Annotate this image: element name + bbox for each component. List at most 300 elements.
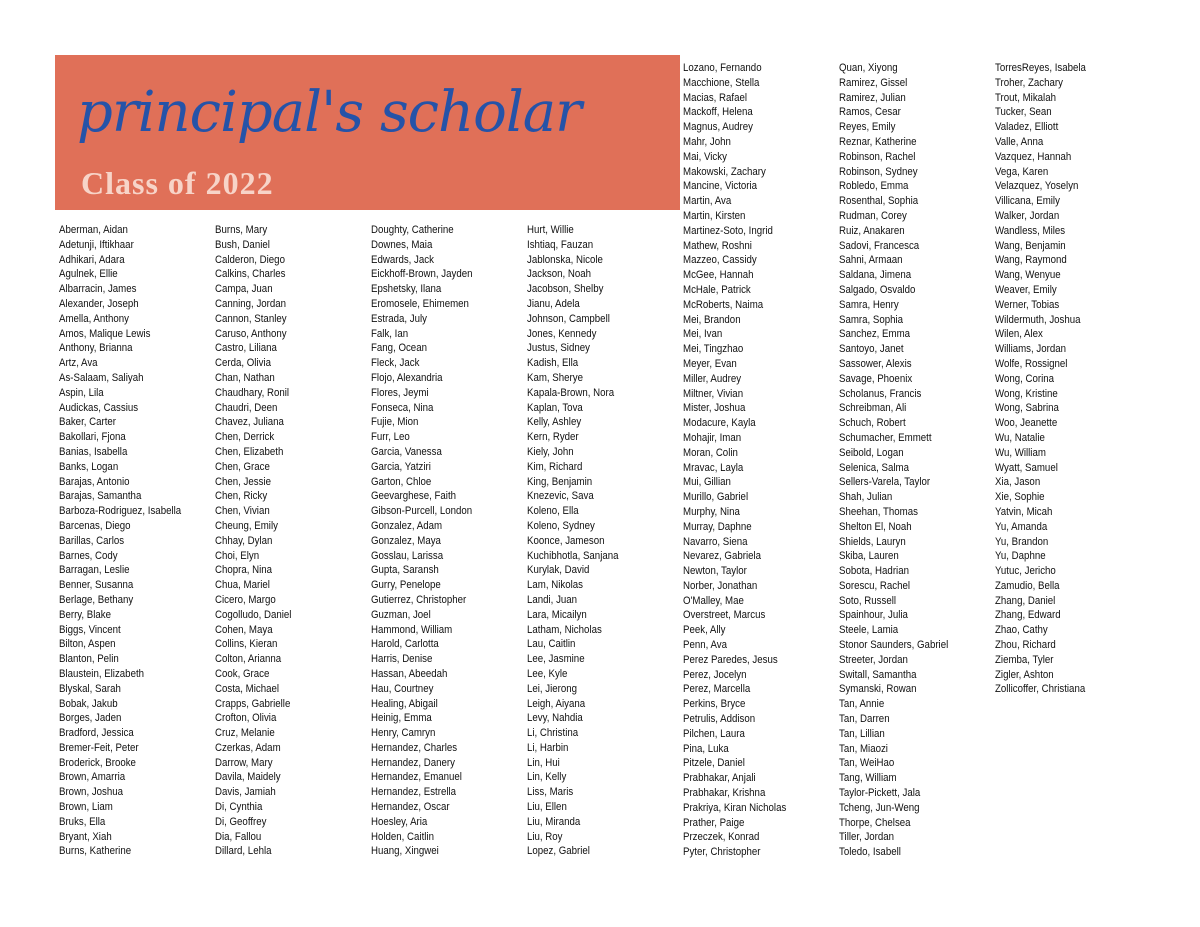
student-name: Modacure, Kayla [683, 417, 756, 430]
student-name: Lau, Caitlin [527, 638, 576, 651]
student-name: Sheehan, Thomas [839, 505, 918, 518]
student-name: Tan, Darren [839, 713, 890, 726]
name-column-2 [215, 223, 302, 859]
student-name: Wang, Raymond [995, 254, 1067, 267]
student-name: Kern, Ryder [527, 431, 579, 444]
student-name: Lin, Kelly [527, 771, 567, 784]
student-name: Miltner, Vivian [683, 387, 744, 400]
student-name: Mai, Vicky [683, 150, 727, 163]
student-name: Sobota, Hadrian [839, 565, 909, 578]
student-name: Wong, Sabrina [995, 402, 1059, 415]
student-name: Chen, Derrick [215, 431, 275, 444]
student-name: Hau, Courtney [371, 682, 434, 695]
student-name: Tcheng, Jun-Weng [839, 801, 920, 814]
student-name: Barajas, Antonio [59, 475, 130, 488]
student-name: Barcenas, Diego [59, 519, 131, 532]
student-name: Bilton, Aspen [59, 638, 116, 651]
title-banner [55, 55, 680, 210]
student-name: Yutuc, Jericho [995, 565, 1056, 578]
student-name: Fleck, Jack [371, 357, 420, 370]
student-name: Bakollari, Fjona [59, 431, 126, 444]
student-name: Liu, Miranda [527, 815, 581, 828]
student-name: Bruks, Ella [59, 815, 106, 828]
student-name: Kiely, John [527, 445, 574, 458]
student-name: Ramos, Cesar [839, 106, 901, 119]
student-name: Miller, Audrey [683, 372, 742, 385]
student-name: Cogolludo, Daniel [215, 608, 292, 621]
student-name: Gurry, Penelope [371, 579, 441, 592]
student-name: Latham, Nicholas [527, 623, 602, 636]
student-name: Costa, Michael [215, 682, 280, 695]
student-name: Chua, Mariel [215, 579, 270, 592]
student-name: Liu, Roy [527, 830, 563, 843]
student-name: Mohajir, Iman [683, 431, 742, 444]
student-name: Perkins, Bryce [683, 698, 746, 711]
student-name: Pyter, Christopher [683, 846, 761, 859]
student-name: Wu, Natalie [995, 431, 1045, 444]
student-name: Selenica, Salma [839, 461, 909, 474]
student-name: Alexander, Joseph [59, 297, 139, 310]
student-name: Gutierrez, Christopher [371, 593, 467, 606]
student-name: Ramirez, Gissel [839, 76, 908, 89]
student-name: Sadovi, Francesca [839, 239, 920, 252]
student-name: Soto, Russell [839, 594, 897, 607]
student-name: Rudman, Corey [839, 209, 907, 222]
student-name: Spainhour, Julia [839, 609, 908, 622]
student-name: Guzman, Joel [371, 608, 431, 621]
student-name: Kuchibhotla, Sanjana [527, 549, 619, 562]
student-name: Wilen, Alex [995, 328, 1043, 341]
student-name: Aberman, Aidan [59, 224, 128, 236]
student-name: Hurt, Willie [527, 224, 574, 236]
student-name: Kaplan, Tova [527, 401, 583, 414]
student-name: Garcia, Vanessa [371, 445, 442, 458]
student-name: Perez, Marcella [683, 683, 751, 696]
student-name: Knezevic, Sava [527, 490, 594, 503]
name-column-4 [527, 223, 631, 859]
student-name: Chhay, Dylan [215, 534, 273, 547]
student-name: Seibold, Logan [839, 446, 904, 459]
student-name: Petrulis, Addison [683, 713, 756, 726]
student-name: Leigh, Aiyana [527, 697, 586, 710]
student-name: Di, Cynthia [215, 801, 263, 814]
student-name: Wyatt, Samuel [995, 461, 1058, 474]
student-name: Czerkas, Adam [215, 741, 281, 754]
student-name: Chen, Jessie [215, 475, 271, 488]
student-name: Johnson, Campbell [527, 312, 610, 325]
student-name: Lara, Micailyn [527, 608, 587, 621]
student-name: Cheung, Emily [215, 519, 278, 532]
student-name: Scholanus, Francis [839, 387, 922, 400]
student-name: Blyskal, Sarah [59, 682, 121, 695]
student-name: Wang, Benjamin [995, 239, 1066, 252]
student-name: Epshetsky, Ilana [371, 283, 442, 296]
student-name: Chen, Vivian [215, 505, 270, 518]
student-name: Davis, Jamiah [215, 786, 276, 799]
student-name: Burns, Katherine [59, 845, 132, 858]
student-name: Jianu, Adela [527, 297, 580, 310]
student-name: Reznar, Katherine [839, 135, 917, 148]
student-name: Tiller, Jordan [839, 831, 895, 844]
student-name: Audickas, Cassius [59, 401, 139, 414]
student-name: Caruso, Anthony [215, 327, 287, 340]
student-name: Flojo, Alexandria [371, 371, 443, 384]
student-name: Cruz, Melanie [215, 727, 275, 740]
student-name: Santoyo, Janet [839, 343, 904, 356]
student-name: Collins, Kieran [215, 638, 278, 651]
student-name: Adhikari, Adara [59, 253, 125, 266]
student-name: Zigler, Ashton [995, 668, 1054, 681]
student-name: Wong, Corina [995, 372, 1055, 385]
student-name: Walker, Jordan [995, 209, 1060, 222]
student-name: Lee, Jasmine [527, 653, 585, 666]
student-name: Harold, Carlotta [371, 638, 439, 651]
student-name: Yu, Brandon [995, 535, 1049, 548]
student-name: Adetunji, Iftikhaar [59, 238, 134, 251]
student-name: Calderon, Diego [215, 253, 285, 266]
student-name: Bobak, Jakub [59, 697, 118, 710]
student-name: Macias, Rafael [683, 91, 748, 104]
student-name: Ruiz, Anakaren [839, 224, 905, 237]
student-name: Crapps, Gabrielle [215, 697, 291, 710]
student-name: Brown, Joshua [59, 786, 124, 799]
student-name: Salgado, Osvaldo [839, 283, 916, 296]
student-name: Martin, Ava [683, 195, 732, 208]
student-name: Di, Geoffrey [215, 815, 267, 828]
student-name: Overstreet, Marcus [683, 609, 766, 622]
student-name: Eromosele, Ehimemen [371, 297, 469, 310]
student-name: Troher, Zachary [995, 76, 1063, 89]
student-name: Yatvin, Micah [995, 505, 1053, 518]
student-name: Symanski, Rowan [839, 683, 917, 696]
student-name: Wu, William [995, 446, 1046, 459]
student-name: Hassan, Abeedah [371, 667, 448, 680]
student-name: Shelton El, Noah [839, 520, 912, 533]
student-name: McHale, Patrick [683, 283, 751, 296]
student-name: Cannon, Stanley [215, 312, 287, 325]
student-name: Justus, Sidney [527, 342, 590, 355]
student-name: Gibson-Purcell, London [371, 505, 473, 518]
student-name: TorresReyes, Isabela [995, 62, 1086, 74]
student-name: Zhang, Daniel [995, 594, 1056, 607]
student-name: Norber, Jonathan [683, 579, 758, 592]
student-name: Jones, Kennedy [527, 327, 597, 340]
student-name: Zhang, Edward [995, 609, 1061, 622]
student-name: Cerda, Olivia [215, 357, 271, 370]
student-name: Tang, William [839, 772, 897, 785]
student-name: Kadish, Ella [527, 357, 579, 370]
student-name: Huang, Xingwei [371, 845, 439, 858]
student-name: Schumacher, Emmett [839, 431, 932, 444]
student-name: Li, Harbin [527, 741, 569, 754]
student-name: Valle, Anna [995, 135, 1044, 148]
student-name: Fonseca, Nina [371, 401, 434, 414]
student-name: Estrada, July [371, 312, 427, 325]
student-name: Penn, Ava [683, 639, 727, 652]
student-name: Fang, Ocean [371, 342, 427, 355]
student-name: Vazquez, Hannah [995, 150, 1072, 163]
student-name: Bush, Daniel [215, 238, 270, 251]
student-name: Liu, Ellen [527, 801, 567, 814]
student-name: Biggs, Vincent [59, 623, 121, 636]
student-name: Ishtiaq, Fauzan [527, 238, 594, 251]
student-name: Furr, Leo [371, 431, 410, 444]
student-name: Tan, WeiHao [839, 757, 895, 770]
student-name: Heinig, Emma [371, 712, 432, 725]
student-name: Tan, Lillian [839, 727, 885, 740]
student-name: Samra, Henry [839, 298, 899, 311]
student-name: Gosslau, Larissa [371, 549, 444, 562]
student-name: Kam, Sherye [527, 371, 583, 384]
student-name: Kurylak, David [527, 564, 590, 577]
student-name: Bradford, Jessica [59, 727, 134, 740]
student-name: Barajas, Samantha [59, 490, 142, 503]
student-name: Darrow, Mary [215, 756, 273, 769]
student-name: Robinson, Rachel [839, 150, 916, 163]
student-name: Stonor Saunders, Gabriel [839, 639, 949, 652]
student-name: Geevarghese, Faith [371, 490, 457, 503]
student-name: Martin, Kirsten [683, 209, 746, 222]
student-name: Lee, Kyle [527, 667, 568, 680]
student-name: Harris, Denise [371, 653, 433, 666]
student-name: Anthony, Brianna [59, 342, 133, 355]
student-name: Sellers-Varela, Taylor [839, 476, 931, 489]
student-name: Garton, Chloe [371, 475, 432, 488]
student-name: Barragan, Leslie [59, 564, 130, 577]
student-name: Navarro, Siena [683, 535, 748, 548]
student-name: Chaudhary, Ronil [215, 386, 290, 399]
student-name: Pitzele, Daniel [683, 757, 745, 770]
student-name: Flores, Jeymi [371, 386, 429, 399]
student-name: Quan, Xiyong [839, 62, 898, 74]
student-name: McRoberts, Naima [683, 298, 764, 311]
student-name: Savage, Phoenix [839, 372, 913, 385]
student-name: Barboza-Rodriguez, Isabella [59, 505, 182, 518]
student-name: Pina, Luka [683, 742, 729, 755]
student-name: Robinson, Sydney [839, 165, 918, 178]
student-name: Prabhakar, Krishna [683, 787, 766, 800]
student-name: Li, Christina [527, 727, 579, 740]
student-name: Makowski, Zachary [683, 165, 766, 178]
student-name: Sorescu, Rachel [839, 579, 911, 592]
student-name: Kim, Richard [527, 460, 583, 473]
student-name: Prather, Paige [683, 816, 745, 829]
student-name: Sassower, Alexis [839, 357, 912, 370]
student-name: Hernandez, Danery [371, 756, 455, 769]
student-name: Blaustein, Elizabeth [59, 667, 145, 680]
student-name: Meyer, Evan [683, 357, 737, 370]
student-name: Murillo, Gabriel [683, 491, 749, 504]
student-name: Hernandez, Oscar [371, 801, 450, 814]
student-name: Werner, Tobias [995, 298, 1060, 311]
student-name: Jacobson, Shelby [527, 283, 604, 296]
student-name: Jablonska, Nicole [527, 253, 603, 266]
student-name: Baker, Carter [59, 416, 117, 429]
student-name: Jackson, Noah [527, 268, 592, 281]
student-name: Chen, Ricky [215, 490, 268, 503]
student-name: Wolfe, Rossignel [995, 357, 1068, 370]
student-name: Mancine, Victoria [683, 180, 758, 193]
student-name: Edwards, Jack [371, 253, 434, 266]
student-name: Fujie, Mion [371, 416, 419, 429]
student-name: Tucker, Sean [995, 106, 1052, 119]
student-name: Wildermuth, Joshua [995, 313, 1081, 326]
student-name: Mei, Tingzhao [683, 343, 744, 356]
student-name: Eickhoff-Brown, Jayden [371, 268, 473, 281]
student-name: Wong, Kristine [995, 387, 1058, 400]
student-name: Barillas, Carlos [59, 534, 125, 547]
student-name: Holden, Caitlin [371, 830, 434, 843]
student-name: Prakriya, Kiran Nicholas [683, 801, 787, 814]
student-name: O'Malley, Mae [683, 594, 744, 607]
student-name: Williams, Jordan [995, 343, 1067, 356]
student-name: Cicero, Margo [215, 593, 276, 606]
student-name: Burns, Mary [215, 224, 268, 236]
student-name: McGee, Hannah [683, 269, 754, 282]
student-name: Mui, Gillian [683, 476, 731, 489]
student-name: Broderick, Brooke [59, 756, 136, 769]
student-name: Streeter, Jordan [839, 653, 908, 666]
student-name: Woo, Jeanette [995, 417, 1058, 430]
student-name: Kapala-Brown, Nora [527, 386, 615, 399]
student-name: Lin, Hui [527, 756, 560, 769]
student-name: Murray, Daphne [683, 520, 752, 533]
student-name: Koleno, Ella [527, 505, 579, 518]
student-name: Mravac, Layla [683, 461, 744, 474]
student-name: Colton, Arianna [215, 653, 282, 666]
student-name: Chan, Nathan [215, 371, 275, 384]
name-column-7 [995, 61, 1098, 697]
student-name: Trout, Mikalah [995, 91, 1056, 104]
student-name: Yu, Amanda [995, 520, 1048, 533]
student-name: Saldana, Jimena [839, 269, 912, 282]
student-name: Koonce, Jameson [527, 534, 605, 547]
student-name: Downes, Maia [371, 238, 433, 251]
student-name: Choi, Elyn [215, 549, 260, 562]
student-name: Mazzeo, Cassidy [683, 254, 757, 267]
student-name: Blanton, Pelin [59, 653, 119, 666]
student-name: Berlage, Bethany [59, 593, 134, 606]
student-name: Hernandez, Estrella [371, 786, 457, 799]
student-name: Perez, Jocelyn [683, 668, 747, 681]
student-name: Weaver, Emily [995, 283, 1057, 296]
student-name: Calkins, Charles [215, 268, 286, 281]
student-name: Lei, Jierong [527, 682, 578, 695]
student-name: Berry, Blake [59, 608, 112, 621]
student-name: Peek, Ally [683, 624, 726, 637]
student-name: Mei, Brandon [683, 313, 741, 326]
student-name: Chen, Elizabeth [215, 445, 284, 458]
student-name: Switall, Samantha [839, 668, 917, 681]
name-column-3 [371, 223, 486, 859]
student-name: Brown, Liam [59, 801, 113, 814]
student-name: Zollicoffer, Christiana [995, 683, 1086, 696]
student-name: Sanchez, Emma [839, 328, 911, 341]
student-name: Gupta, Saransh [371, 564, 439, 577]
student-name: Skiba, Lauren [839, 550, 899, 563]
student-name: Amella, Anthony [59, 312, 129, 325]
student-name: Thorpe, Chelsea [839, 816, 911, 829]
student-name: As-Salaam, Saliyah [59, 371, 144, 384]
student-name: Zhao, Cathy [995, 624, 1048, 637]
student-name: Vega, Karen [995, 165, 1049, 178]
student-name: Hammond, William [371, 623, 453, 636]
student-name: Chopra, Nina [215, 564, 273, 577]
student-name: Mackoff, Helena [683, 106, 753, 119]
student-name: Valadez, Elliott [995, 121, 1059, 134]
student-name: Ramirez, Julian [839, 91, 906, 104]
student-name: Hoesley, Aria [371, 815, 428, 828]
student-name: Cook, Grace [215, 667, 270, 680]
student-name: Artz, Ava [59, 357, 98, 370]
student-name: Zamudio, Bella [995, 579, 1060, 592]
student-name: Perez Paredes, Jesus [683, 653, 778, 666]
student-name: Villicana, Emily [995, 195, 1060, 208]
student-name: Schreibman, Ali [839, 402, 907, 415]
student-name: Levy, Nahdia [527, 712, 583, 725]
student-name: Mahr, John [683, 135, 731, 148]
student-name: Reyes, Emily [839, 121, 896, 134]
student-name: Davila, Maidely [215, 771, 281, 784]
class-year-subtitle: Class of 2022 [81, 165, 274, 201]
student-name: Lopez, Gabriel [527, 845, 590, 858]
student-name: Dia, Fallou [215, 830, 262, 843]
student-name: Macchione, Stella [683, 76, 760, 89]
name-column-5 [683, 61, 800, 860]
student-name: Sahni, Armaan [839, 254, 903, 267]
student-name: Banias, Isabella [59, 445, 128, 458]
student-name: Doughty, Catherine [371, 224, 454, 236]
student-name: Przeczek, Konrad [683, 831, 760, 844]
student-name: Borges, Jaden [59, 712, 122, 725]
student-name: Banks, Logan [59, 460, 119, 473]
student-name: Prabhakar, Anjali [683, 772, 756, 785]
student-name: Martinez-Soto, Ingrid [683, 224, 773, 237]
student-name: Benner, Susanna [59, 579, 134, 592]
student-name: Agulnek, Ellie [59, 268, 118, 281]
student-name: Lozano, Fernando [683, 62, 762, 74]
student-name: Campa, Juan [215, 283, 273, 296]
student-name: Murphy, Nina [683, 505, 740, 518]
student-name: Shah, Julian [839, 491, 893, 504]
student-name: Wandless, Miles [995, 224, 1066, 237]
student-name: Xia, Jason [995, 476, 1041, 489]
student-name: Wang, Wenyue [995, 269, 1061, 282]
student-name: Nevarez, Gabriela [683, 550, 762, 563]
student-name: Amos, Malique Lewis [59, 327, 151, 340]
student-name: Canning, Jordan [215, 297, 287, 310]
student-name: Velazquez, Yoselyn [995, 180, 1079, 193]
student-name: Yu, Daphne [995, 550, 1046, 563]
student-name: Liss, Maris [527, 786, 574, 799]
student-name: Barnes, Cody [59, 549, 118, 562]
student-name: Hernandez, Charles [371, 741, 458, 754]
student-name: King, Benjamin [527, 475, 593, 488]
student-name: Landi, Juan [527, 593, 578, 606]
name-column-1 [59, 223, 198, 859]
student-name: Bremer-Feit, Peter [59, 741, 139, 754]
name-column-6 [839, 61, 963, 860]
student-name: Taylor-Pickett, Jala [839, 787, 921, 800]
student-name: Dillard, Lehla [215, 845, 272, 858]
student-name: Ziemba, Tyler [995, 653, 1054, 666]
student-name: Falk, Ian [371, 327, 409, 340]
student-name: Castro, Liliana [215, 342, 277, 355]
student-name: Healing, Abigail [371, 697, 438, 710]
student-name: Lam, Nikolas [527, 579, 583, 592]
student-name: Mei, Ivan [683, 328, 723, 341]
student-name: Albarracin, James [59, 283, 137, 296]
